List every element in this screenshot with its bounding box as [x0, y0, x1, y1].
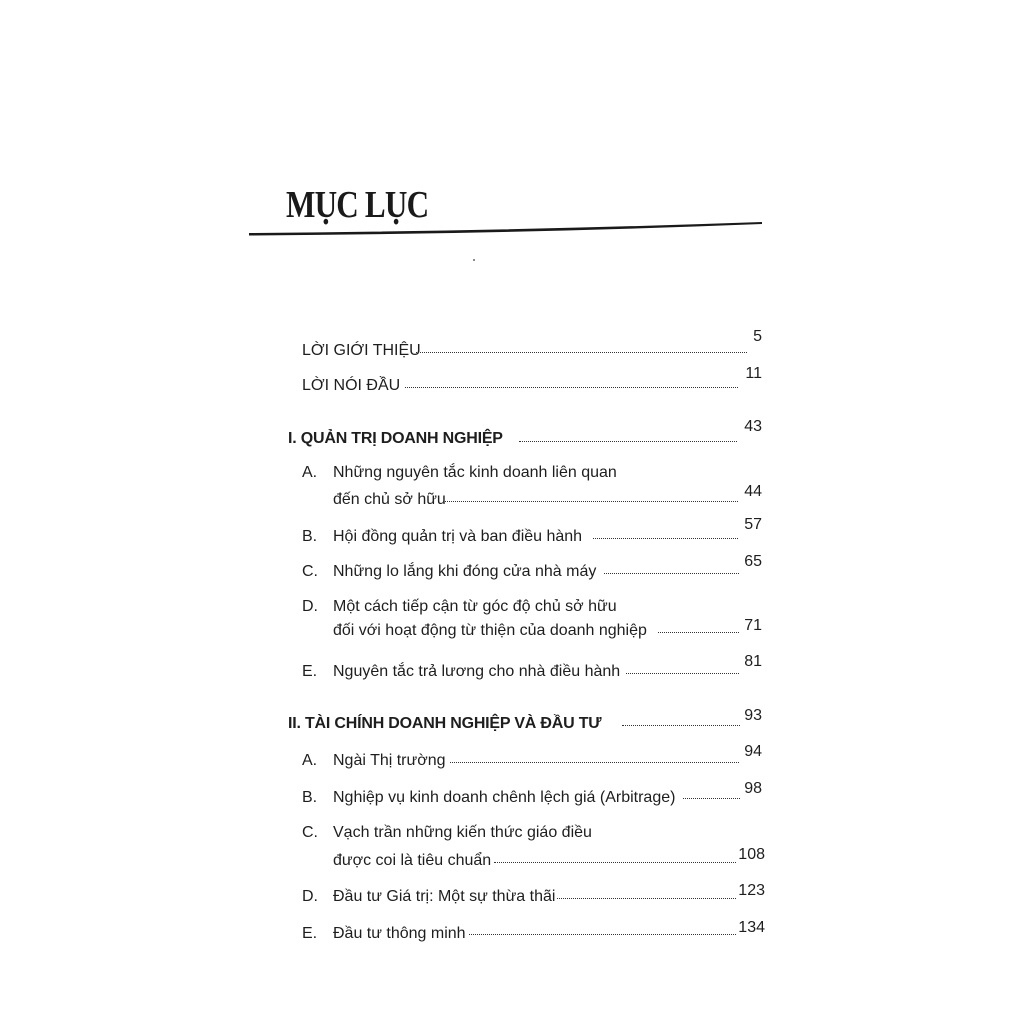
dot-leader	[604, 573, 739, 574]
section-letter: A.	[302, 752, 318, 769]
dot-leader	[593, 538, 738, 539]
section-title-line1: Nghiệp vụ kinh doanh chênh lệch giá (Arbitrage)	[333, 789, 676, 806]
section-letter: B.	[302, 789, 318, 806]
page-number: 134	[738, 919, 765, 936]
dot-leader	[519, 441, 737, 442]
dot-leader	[445, 501, 738, 502]
section-title-line1: Những lo lắng khi đóng cửa nhà máy	[333, 563, 597, 580]
page-number: 98	[744, 780, 762, 797]
toc-part-2-title[interactable]: II. TÀI CHÍNH DOANH NGHIỆP VÀ ĐẦU TƯ	[288, 715, 602, 732]
page-number: 57	[744, 516, 762, 533]
dot-leader	[494, 862, 736, 863]
dot-leader	[469, 934, 736, 935]
dot-leader	[626, 673, 739, 674]
dot-leader	[450, 762, 739, 763]
page-number: 81	[744, 653, 762, 670]
section-title-line2: đối với hoạt động từ thiện của doanh nghiệp	[333, 622, 647, 639]
heading-rule	[249, 221, 762, 237]
page-number: 5	[753, 328, 762, 345]
page-number: 11	[745, 365, 762, 382]
section-title-line1: Đầu tư Giá trị: Một sự thừa thãi	[333, 888, 556, 905]
page-number: 43	[744, 418, 762, 435]
section-letter: D.	[302, 888, 318, 905]
entry-title: LỜI GIỚI THIỆU	[302, 342, 421, 359]
page-number: 123	[738, 882, 765, 899]
dot-leader	[405, 387, 738, 388]
section-title-line1: Đầu tư thông minh	[333, 925, 466, 942]
page-number: 71	[744, 617, 762, 634]
page-number: 44	[744, 483, 762, 500]
section-letter: D.	[302, 598, 318, 615]
section-title-line1: Ngài Thị trường	[333, 752, 446, 769]
section-letter: E.	[302, 663, 318, 680]
page-number: 93	[744, 707, 762, 724]
section-title-line1: Những nguyên tắc kinh doanh liên quan	[333, 464, 617, 481]
section-title-line2: được coi là tiêu chuẩn	[333, 852, 492, 869]
section-letter: C.	[302, 563, 318, 580]
section-letter: B.	[302, 528, 318, 545]
section-title-line1: Hội đồng quản trị và ban điều hành	[333, 528, 583, 545]
section-title-line1: Vạch trần những kiến thức giáo điều	[333, 824, 592, 841]
dot-leader	[416, 352, 747, 353]
toc-heading: MỤC LỤC	[286, 184, 429, 226]
section-letter: A.	[302, 464, 318, 481]
paper-speck	[473, 259, 475, 261]
page-number: 108	[738, 846, 765, 863]
page-number: 94	[744, 743, 762, 760]
section-letter: C.	[302, 824, 318, 841]
section-title-line2: đến chủ sở hữu	[333, 491, 446, 508]
section-title-line1: Nguyên tắc trả lương cho nhà điều hành	[333, 663, 621, 680]
section-title-line1: Một cách tiếp cận từ góc độ chủ sở hữu	[333, 598, 617, 615]
toc-part-1-title[interactable]: I. QUẢN TRỊ DOANH NGHIỆP	[288, 430, 503, 447]
page-number: 65	[744, 553, 762, 570]
entry-title: LỜI NÓI ĐẦU	[302, 377, 401, 394]
section-letter: E.	[302, 925, 318, 942]
